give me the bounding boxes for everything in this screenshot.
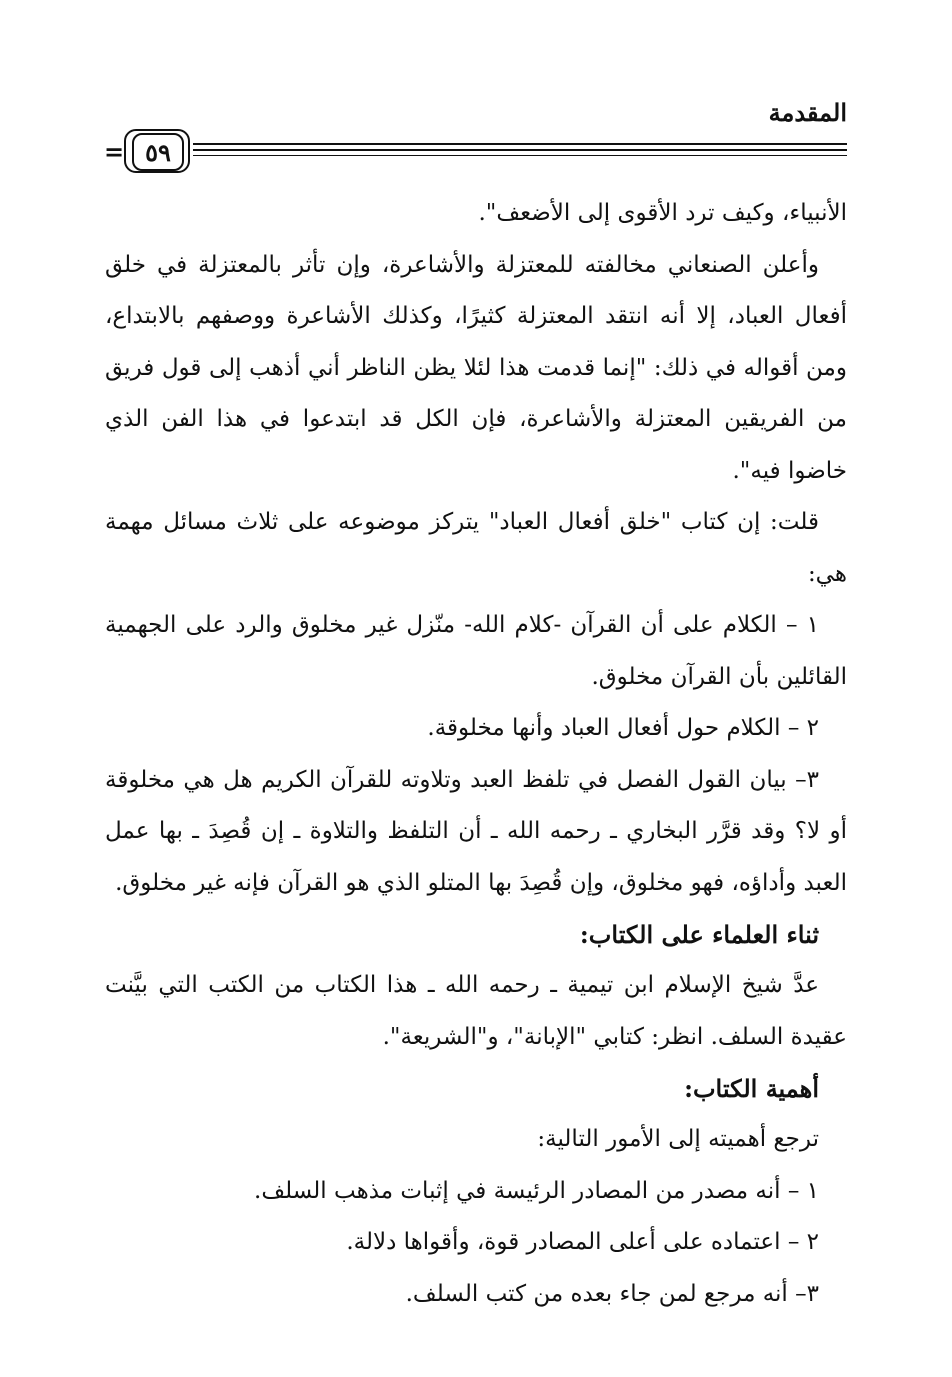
running-header-title: المقدمة [768, 98, 847, 127]
list-item: ١ – أنه مصدر من المصادر الرئيسة في إثبات مذهب السلف. [254, 1177, 819, 1204]
paragraph: وأعلن الصنعاني مخالفته للمعتزلة والأشاعرة، وإن تأثر بالمعتزلة في خلق أفعال العباد، إلا أنه انتقد المعتزلة كثيرًا، وكذلك الأشاعرة ووصفهم بالابتداع، ومن أقواله في ذلك: "إنما قدمت هذا لئلا يظن الناظر أني أذهب إلى قول فريق من الفريقين المعتزلة والأشاعرة، فإن الكل قد ابتدعوا في هذا الفن الذي خاضوا فيه". [105, 251, 847, 484]
paragraph: عدَّ شيخ الإسلام ابن تيمية ـ رحمه الله ـ هذا الكتاب من الكتب التي بيَّنت عقيدة السلف. انظر: كتابي "الإبانة"، و"الشريعة". [105, 972, 847, 1050]
page-number: ٥٩ [132, 133, 184, 171]
header-rule [193, 143, 847, 145]
paragraph: ترجع أهميته إلى الأمور التالية: [537, 1126, 819, 1152]
list-item: ٣– بيان القول الفصل في تلفظ العبد وتلاوته للقرآن الكريم هل هي مخلوقة أو لا؟ وقد قرَّر البخاري ـ رحمه الله ـ أن التلفظ والتلاوة ـ إن قُصِدَ ـ بها عمل العبد وأداؤه، فهو مخلوق، وإن قُصِدَ بها المتلو الذي هو القرآن فإنه غير مخلوق. [105, 766, 847, 896]
section-heading: أهمية الكتاب: [684, 1074, 819, 1103]
list-item: ١ – الكلام على أن القرآن -كلام الله- منّزل غير مخلوق والرد على الجهمية القائلين بأن القرآن مخلوق. [105, 612, 847, 690]
list-item: ٢ – اعتماده على أعلى المصادر قوة، وأقواها دلالة. [346, 1229, 819, 1255]
list-item: ٢ – الكلام حول أفعال العباد وأنها مخلوقة. [427, 715, 819, 741]
paragraph: قلت: إن كتاب "خلق أفعال العباد" يتركز موضوعه على ثلاث مسائل مهمة هي: [105, 509, 847, 587]
page-body [105, 188, 847, 1320]
list-item: ٣– أنه مرجع لمن جاء بعده من كتب السلف. [405, 1280, 819, 1307]
header-rule [193, 155, 847, 156]
header-equals-mark: = [104, 138, 125, 166]
header-rule [193, 149, 847, 151]
section-heading: ثناء العلماء على الكتاب: [579, 920, 819, 949]
paragraph: الأنبياء، وكيف ترد الأقوى إلى الأضعف". [478, 200, 847, 226]
